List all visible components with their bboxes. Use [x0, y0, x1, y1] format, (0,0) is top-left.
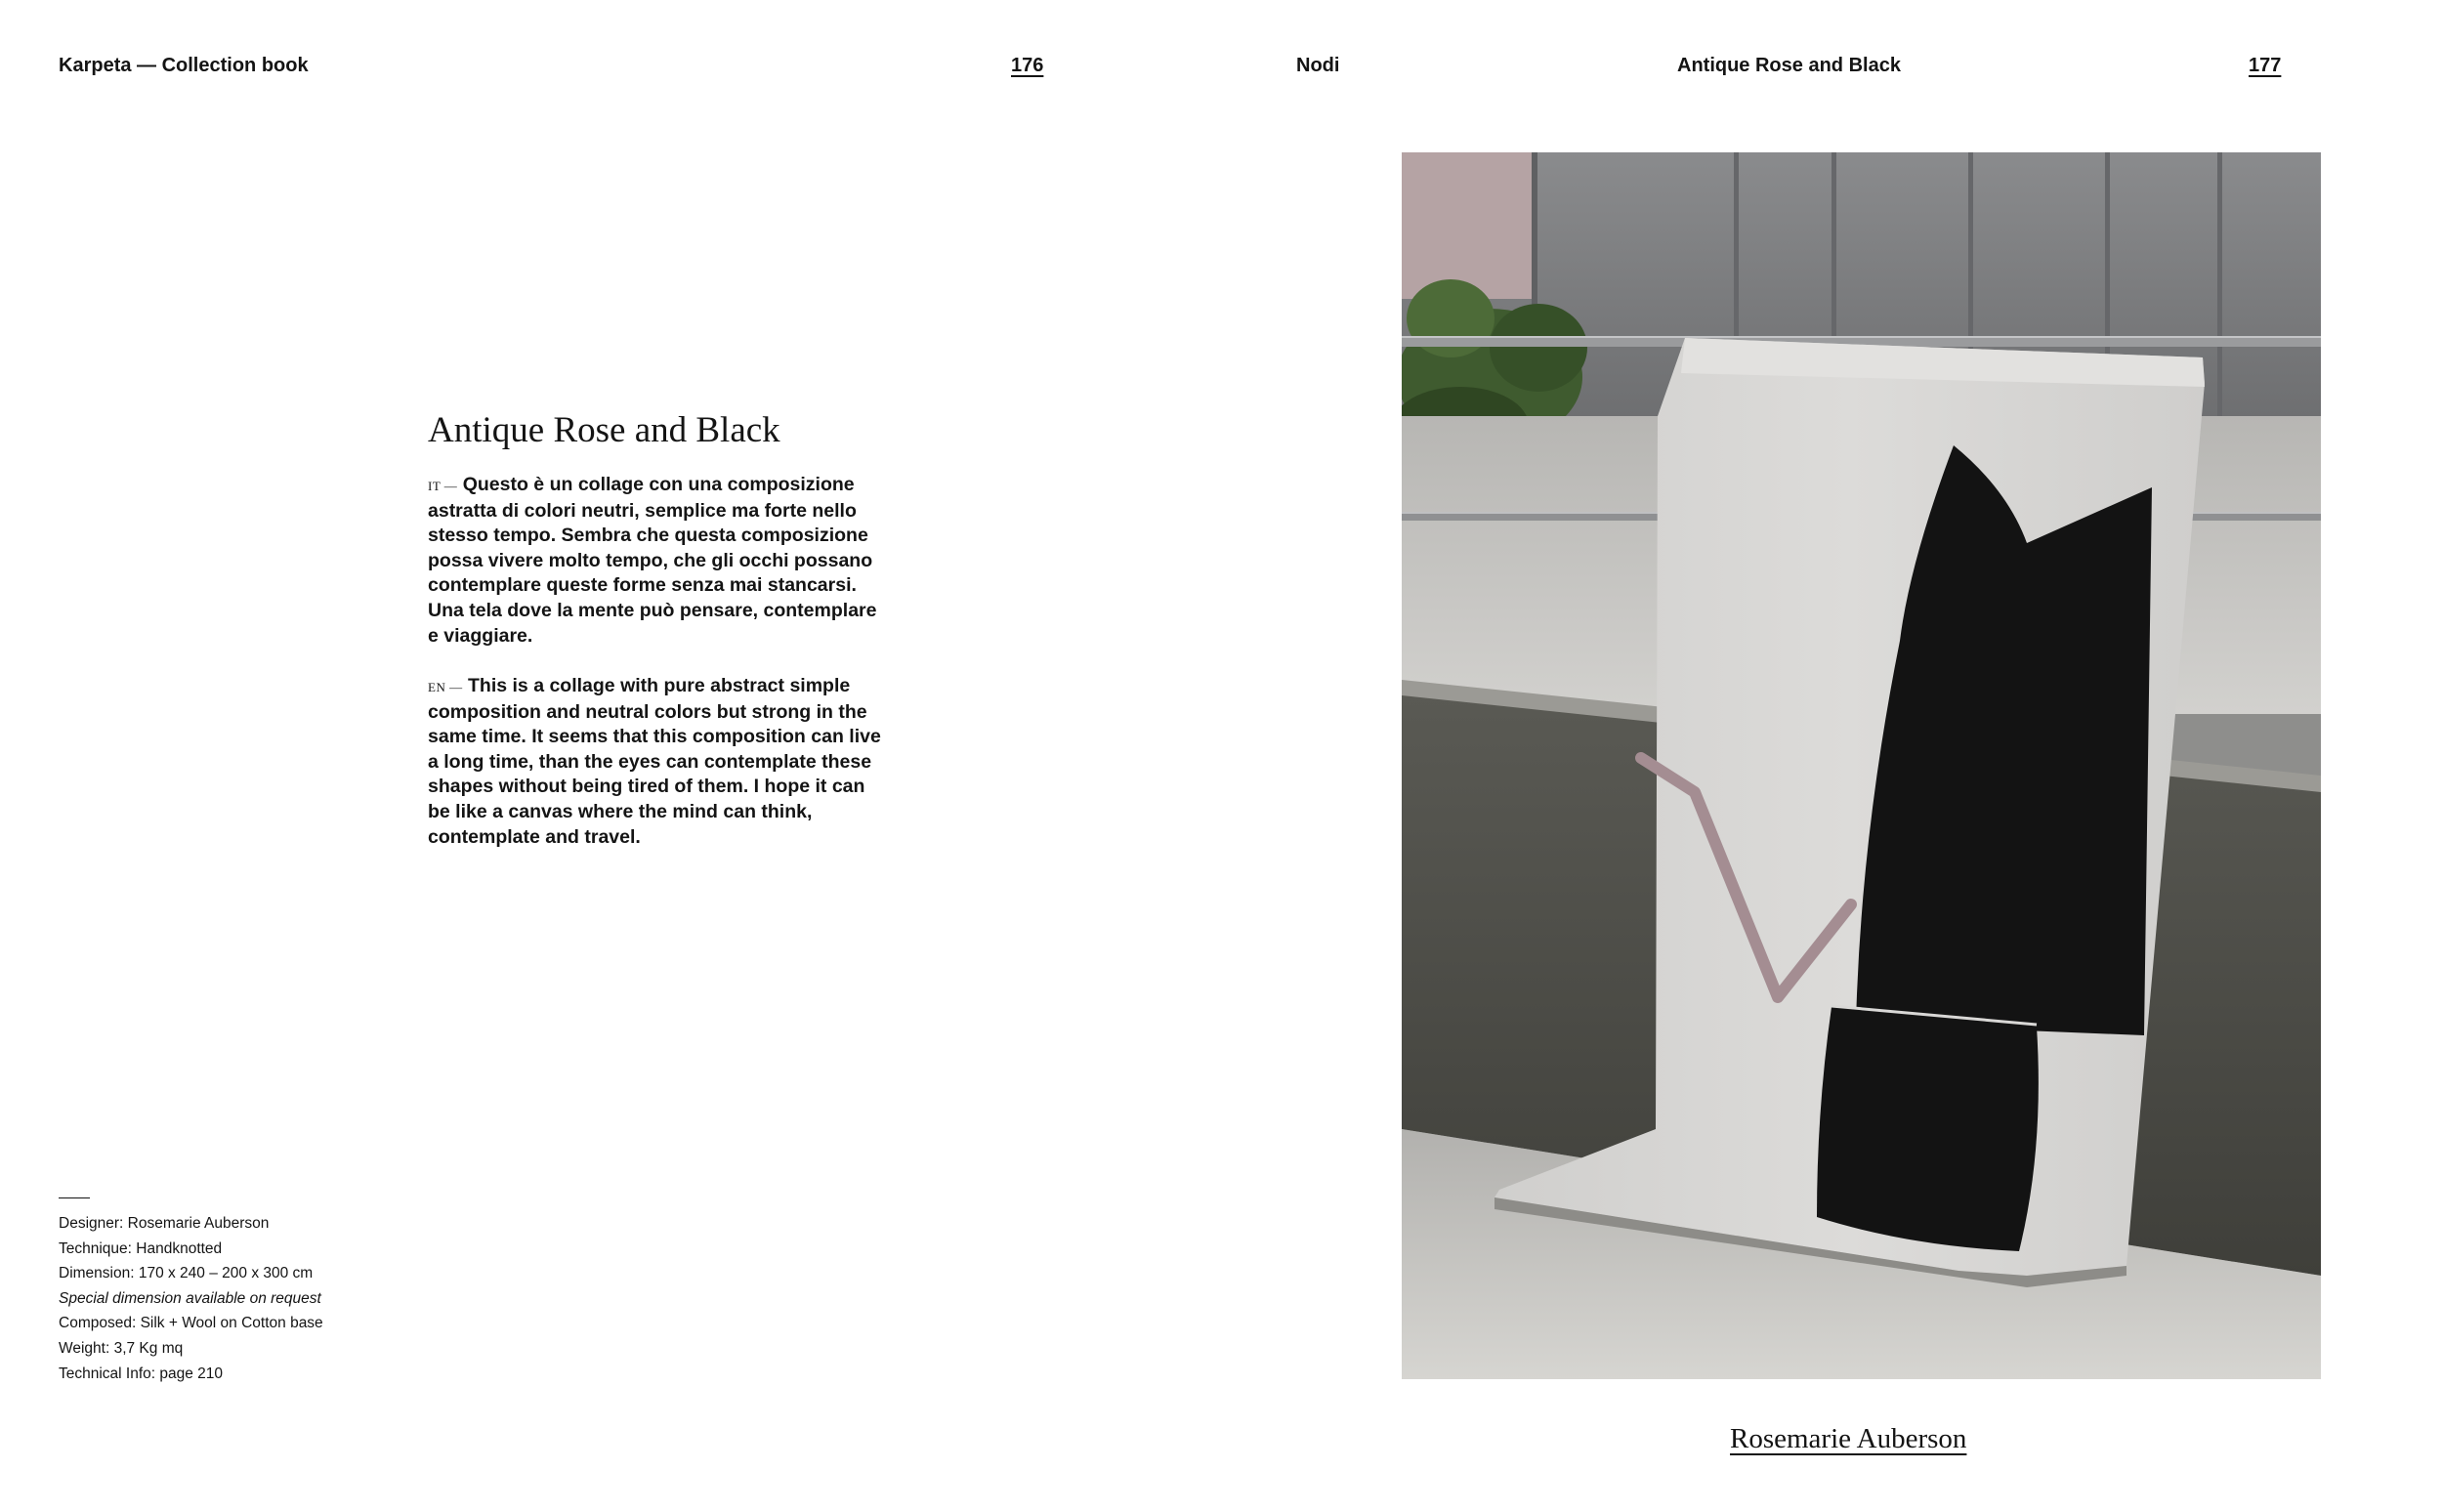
description-it-text: Questo è un collage con una composizione astratta di colori neutri, semplice ma forte nello stesso tempo. Sembra che questa composizione possa vivere molto tempo, che gli occhi possano contemplare queste forme senza mai stancarsi. Una tela dove la mente può pensare, contemplare e viaggiare.	[428, 474, 877, 647]
photo-black-shape-lower	[1817, 1007, 2039, 1251]
book-title: Karpeta — Collection book	[59, 55, 309, 76]
rug-photo	[1402, 152, 2321, 1379]
spec-composed: Composed: Silk + Wool on Cotton base	[59, 1315, 323, 1332]
description-en-text: This is a collage with pure abstract simple composition and neutral colors but strong in the same time. It seems that this composition can live a long time, than the eyes can contemplate these shapes without being tired of them. I hope it can be like a canvas where the mind can think, contemplate and travel.	[428, 675, 881, 848]
spec-weight: Weight: 3,7 Kg mq	[59, 1339, 184, 1357]
spec-technique: Technique: Handknotted	[59, 1239, 223, 1257]
spec-list	[59, 1211, 323, 1386]
spec-dimension: Dimension: 170 x 240 – 200 x 300 cm	[59, 1265, 314, 1282]
spec-designer: Designer: Rosemarie Auberson	[59, 1215, 270, 1232]
lang-code-it: IT —	[428, 479, 458, 493]
product-title: Antique Rose and Black	[428, 410, 780, 450]
header-product-name: Antique Rose and Black	[1677, 55, 1901, 76]
description-en	[428, 674, 887, 850]
left-page-number-link[interactable]: 176	[1011, 55, 1044, 76]
spec-technical-info: Technical Info: page 210	[59, 1365, 224, 1382]
description-it	[428, 473, 887, 649]
collection-name: Nodi	[1296, 55, 1340, 76]
specs-divider	[59, 1197, 90, 1198]
spec-special-dimension: Special dimension available on request	[59, 1289, 321, 1307]
designer-name-link[interactable]: Rosemarie Auberson	[1730, 1423, 1967, 1454]
photo-pink-wall	[1402, 152, 1532, 299]
lang-code-en: EN —	[428, 680, 463, 694]
right-page-number-link[interactable]: 177	[2249, 55, 2282, 76]
